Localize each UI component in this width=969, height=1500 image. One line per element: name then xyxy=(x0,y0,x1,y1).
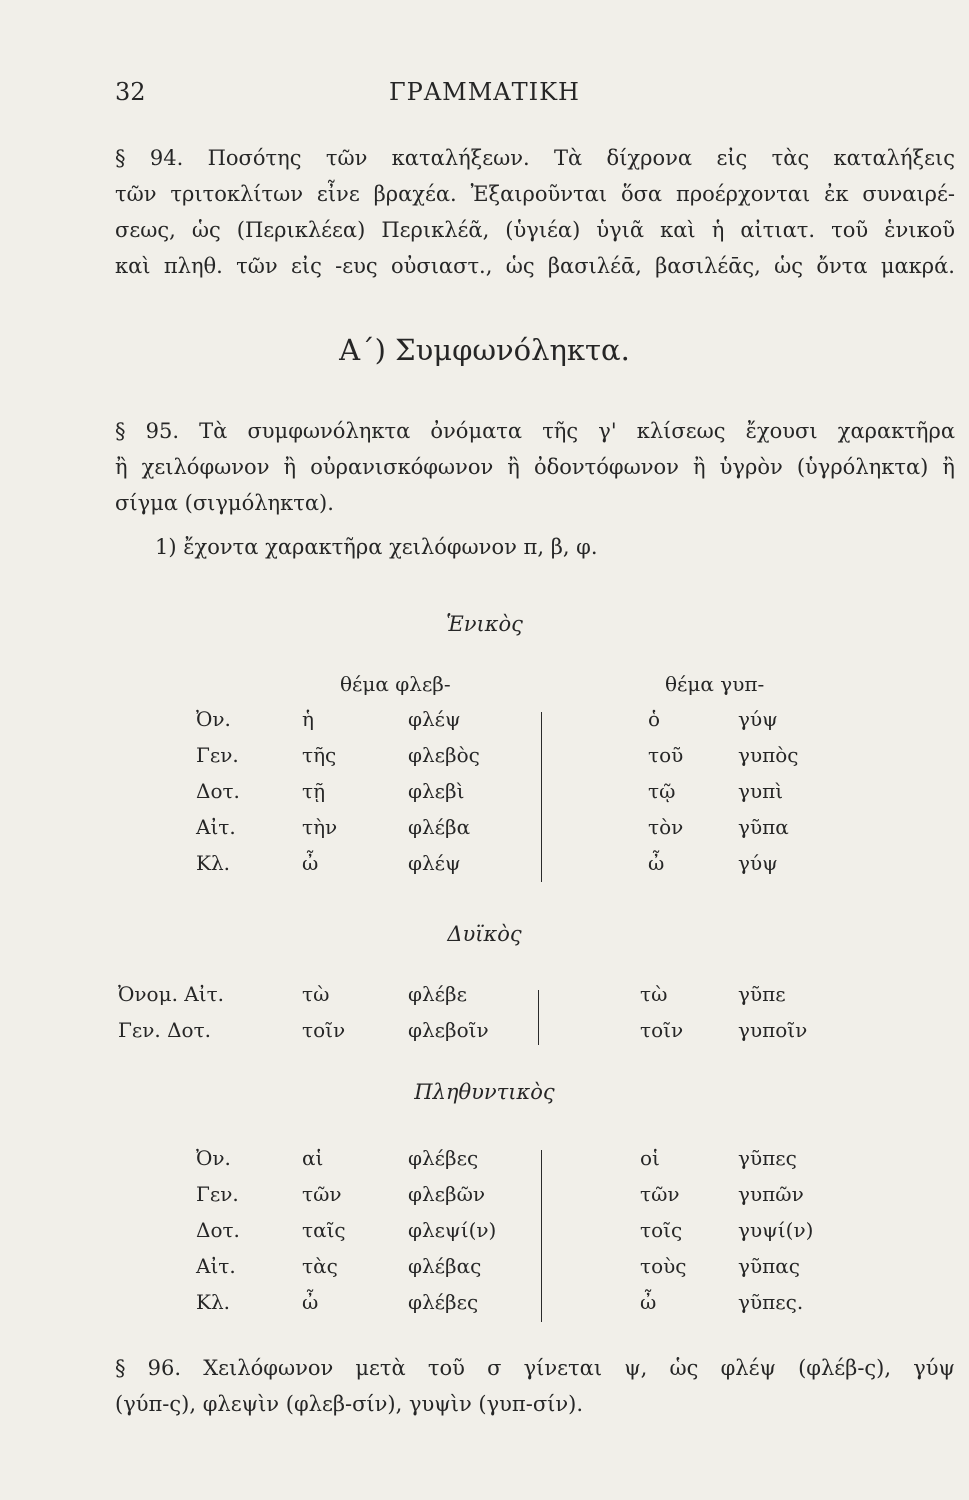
table-cell-case: Δοτ. xyxy=(196,1218,240,1242)
table-cell-a1: τῇ xyxy=(302,779,326,803)
column-divider xyxy=(541,712,542,882)
table-cell-a2: φλέψ xyxy=(408,851,461,875)
table-cell-case: Γεν. xyxy=(196,1182,239,1206)
paragraph-96 xyxy=(115,1350,955,1422)
table-cell-b1: τοὺς xyxy=(640,1254,687,1278)
table-cell-a1: ἡ xyxy=(302,707,314,731)
table-cell-a2: φλέβε xyxy=(408,982,467,1006)
table-cell-a1: ὦ xyxy=(302,851,319,875)
table-cell-a2: φλέψ xyxy=(408,707,461,731)
table-cell-a2: φλεβὶ xyxy=(408,779,465,803)
table-cell-a1: ταῖς xyxy=(302,1218,346,1242)
table-cell-b2: γυπῶν xyxy=(738,1182,804,1206)
table-cell-b1: οἱ xyxy=(640,1146,660,1170)
table-cell-case: Ὀνομ. Αἰτ. xyxy=(118,982,225,1006)
table-cell-a2: φλέβες xyxy=(408,1146,479,1170)
table-cell-b1: ὁ xyxy=(648,707,661,731)
running-title: ΓΡΑΜΜΑΤΙΚΗ xyxy=(389,78,580,106)
table-cell-b1: ὦ xyxy=(648,851,665,875)
text-line: § 95. Τὰ συμφωνόληκτα ὀνόματα τῆς γ' κλίσεως ἔχουσι χαρακτῆρα xyxy=(115,419,955,443)
table-cell-case: Δοτ. xyxy=(196,779,240,803)
column-divider xyxy=(538,990,539,1045)
table-cell-case: Κλ. xyxy=(196,1290,230,1314)
table-cell-b2: γύψ xyxy=(738,851,778,875)
table-cell-b1: ὦ xyxy=(640,1290,657,1314)
text-line: (γύπ-ς), φλεψὶν (φλεβ-σίν), γυψὶν (γυπ-σίν). xyxy=(115,1392,584,1416)
paragraph-94 xyxy=(115,140,955,284)
subsection-1: 1) ἔχοντα χαρακτῆρα χειλόφωνον π, β, φ. xyxy=(155,535,598,559)
table-cell-case: Κλ. xyxy=(196,851,230,875)
table-cell-a1: τῶν xyxy=(302,1182,342,1206)
table-cell-a2: φλέβας xyxy=(408,1254,482,1278)
singular-title: Ἑνικὸς xyxy=(446,612,523,636)
table-cell-a2: φλεβοῖν xyxy=(408,1018,489,1042)
table-cell-case: Γεν. xyxy=(196,743,239,767)
stem-label-gyp: θέμα γυπ- xyxy=(665,672,765,696)
table-cell-b2: γυψί(ν) xyxy=(738,1218,814,1242)
table-cell-b1: τοῦ xyxy=(648,743,684,767)
text-line: σεως, ὡς (Περικλέεα) Περικλέᾶ, (ὑγιέα) ὑγιᾶ καὶ ἡ αἰτιατ. τοῦ ἑνικοῦ xyxy=(115,218,955,242)
text-line: § 96. Χειλόφωνον μετὰ τοῦ σ γίνεται ψ, ὡς φλέψ (φλέβ-ς), γύψ xyxy=(115,1356,955,1380)
table-cell-b2: γῦπες xyxy=(738,1146,797,1170)
section-heading: Α΄) Συμφωνόληκτα. xyxy=(339,333,630,367)
table-cell-b2: γυπὶ xyxy=(738,779,784,803)
text-line: ἢ χειλόφωνον ἢ οὐρανισκόφωνον ἢ ὀδοντόφωνον ἢ ὑγρὸν (ὑγρόληκτα) ἢ xyxy=(115,455,955,479)
table-cell-b2: γυπὸς xyxy=(738,743,799,767)
table-cell-case: Ὀν. xyxy=(196,707,231,731)
dual-title: Δυϊκὸς xyxy=(447,922,522,946)
column-divider xyxy=(541,1150,542,1322)
table-cell-a1: τοῖν xyxy=(302,1018,346,1042)
text-line: σίγμα (σιγμόληκτα). xyxy=(115,491,334,515)
table-cell-a1: τὰς xyxy=(302,1254,338,1278)
table-cell-a1: τῆς xyxy=(302,743,337,767)
table-cell-b1: τὸν xyxy=(648,815,684,839)
table-cell-b1: τῷ xyxy=(648,779,676,803)
table-cell-b2: γῦπε xyxy=(738,982,786,1006)
table-cell-a1: τὴν xyxy=(302,815,338,839)
table-cell-b2: γυποῖν xyxy=(738,1018,808,1042)
table-cell-b1: τοῖν xyxy=(640,1018,684,1042)
table-cell-a2: φλέβα xyxy=(408,815,471,839)
table-cell-b2: γῦπες. xyxy=(738,1290,804,1314)
table-cell-a1: τὼ xyxy=(302,982,330,1006)
table-cell-b2: γῦπας xyxy=(738,1254,800,1278)
table-cell-b1: τῶν xyxy=(640,1182,680,1206)
stem-label-flev: θέμα φλεβ- xyxy=(340,672,451,696)
page-number: 32 xyxy=(115,78,146,106)
table-cell-case: Αἰτ. xyxy=(196,1254,236,1278)
text-line: καὶ πληθ. τῶν εἰς -ευς οὐσιαστ., ὡς βασιλέᾱ, βασιλέᾱς, ὡς ὄντα μακρά. xyxy=(115,254,955,278)
table-cell-case: Αἰτ. xyxy=(196,815,236,839)
table-cell-b2: γῦπα xyxy=(738,815,789,839)
table-cell-case: Γεν. Δοτ. xyxy=(118,1018,212,1042)
table-cell-a1: αἱ xyxy=(302,1146,324,1170)
table-cell-b2: γύψ xyxy=(738,707,778,731)
text-line: τῶν τριτοκλίτων εἶνε βραχέα. Ἐξαιροῦνται ὅσα προέρχονται ἐκ συναιρέ- xyxy=(115,182,955,206)
table-cell-a2: φλέβες xyxy=(408,1290,479,1314)
table-cell-a2: φλεψί(ν) xyxy=(408,1218,497,1242)
table-cell-b1: τὼ xyxy=(640,982,668,1006)
table-cell-a1: ὦ xyxy=(302,1290,319,1314)
plural-title: Πληθυντικὸς xyxy=(414,1080,555,1104)
table-cell-b1: τοῖς xyxy=(640,1218,683,1242)
paragraph-95 xyxy=(115,413,955,521)
table-cell-a2: φλεβὸς xyxy=(408,743,480,767)
table-cell-a2: φλεβῶν xyxy=(408,1182,486,1206)
table-cell-case: Ὀν. xyxy=(196,1146,231,1170)
text-line: § 94. Ποσότης τῶν καταλήξεων. Τὰ δίχρονα εἰς τὰς καταλήξεις xyxy=(115,146,955,170)
